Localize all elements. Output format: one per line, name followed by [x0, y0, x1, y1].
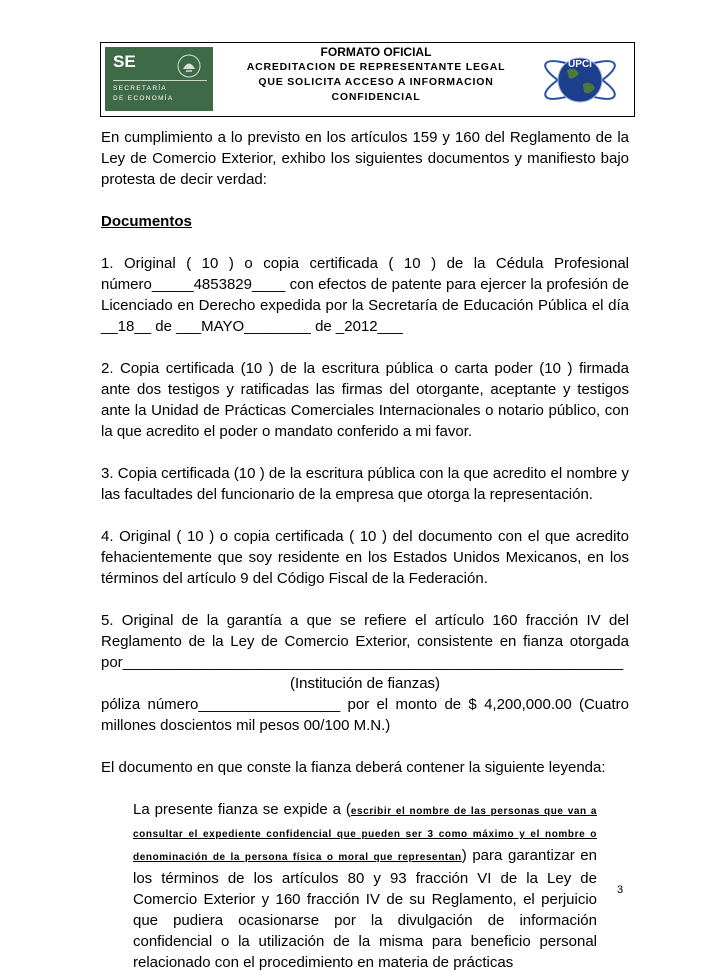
- document-item-3: 3. Copia certificada (10 ) de la escritura pública con la que acredito el nombre y las facultades del funcionario de la empresa que otorga la representación.: [101, 465, 629, 503]
- document-item-5-part-1: 5. Original de la garantía a que se refiere el artículo 160 fracción IV del Reglamento de la Ley de Comercio Exterior, consistente en fianza otorgada por____________________________________________________________: [101, 612, 629, 671]
- header-title-block: [226, 45, 526, 105]
- mexican-eagle-seal-icon: [173, 53, 205, 79]
- form-subtitle-line-3: CONFIDENCIAL: [331, 91, 421, 103]
- logo-line-1: SECRETARÍA: [113, 85, 168, 92]
- upci-globe-emblem: [539, 46, 621, 114]
- form-subtitle-line-1: ACREDITACION DE REPRESENTANTE LEGAL: [246, 61, 506, 73]
- document-header: [100, 42, 635, 117]
- legend-end: ) para garantizar en los términos de los artículos 80 y 93 fracción VI de la Ley de Comercio Exterior y 160 fracción IV de su Reglamento, el perjuicio que pudiera ocasionarse por la divulgación de información confidencial o la utilización de la misma para beneficio personal relacionado con el procedimiento en materia de prácticas: [133, 847, 597, 971]
- intro-paragraph: En cumplimiento a lo previsto en los artículos 159 y 160 del Reglamento de la Ley de Comercio Exterior, exhibo los siguientes documentos y manifiesto bajo protesta de decir verdad:: [101, 129, 629, 188]
- legend-placeholder: escribir el nombre de las personas que van a consultar el expediente confidencial que pueden ser 3 como máximo y el nombre o denominación de la persona física o moral que representan: [133, 806, 597, 863]
- logo-divider: [113, 80, 207, 81]
- legend-start: La presente fianza se expide a (: [133, 801, 351, 818]
- logo-abbreviation: SE: [113, 52, 136, 71]
- bond-legend: [133, 799, 597, 973]
- bond-institution-caption: (Institución de fianzas): [289, 675, 441, 692]
- page-number: 3: [617, 884, 624, 896]
- form-title: FORMATO OFICIAL: [320, 45, 432, 59]
- secretaria-economia-logo: [105, 47, 213, 111]
- document-body: [101, 127, 629, 973]
- form-subtitle-line-2: QUE SOLICITA ACCESO A INFORMACION: [258, 76, 494, 88]
- logo-line-2: DE ECONOMÍA: [113, 95, 174, 102]
- emblem-label: UPCI: [568, 59, 592, 70]
- document-item-4: 4. Original ( 10 ) o copia certificada ( 10 ) del documento con el que acredito fehacientemente que soy residente en los Estados Unidos Mexicanos, en los términos del artículo 9 del Código Fiscal de la Federación.: [101, 528, 629, 587]
- legend-intro: El documento en que conste la fianza deberá contener la siguiente leyenda:: [101, 759, 606, 776]
- document-item-1: 1. Original ( 10 ) o copia certificada ( 10 ) de la Cédula Profesional número_____4853829____ con efectos de patente para ejercer la profesión de Licenciado en Derecho expedida por la Secretaría de Educación Pública el día __18__ de ___MAYO________ de _2012___: [101, 255, 629, 335]
- documents-heading: Documentos: [101, 213, 192, 230]
- document-item-5-part-2: póliza número_________________ por el monto de $ 4,200,000.00 (Cuatro millones doscientos mil pesos 00/100 M.N.): [101, 696, 629, 734]
- document-item-2: 2. Copia certificada (10 ) de la escritura pública o carta poder (10 ) firmada ante dos testigos y ratificadas las firmas del otorgante, aceptante y testigos ante la Unidad de Prácticas Comerciales Internacionales o notario público, con la que acredito el poder o mandato conferido a mi favor.: [101, 360, 629, 440]
